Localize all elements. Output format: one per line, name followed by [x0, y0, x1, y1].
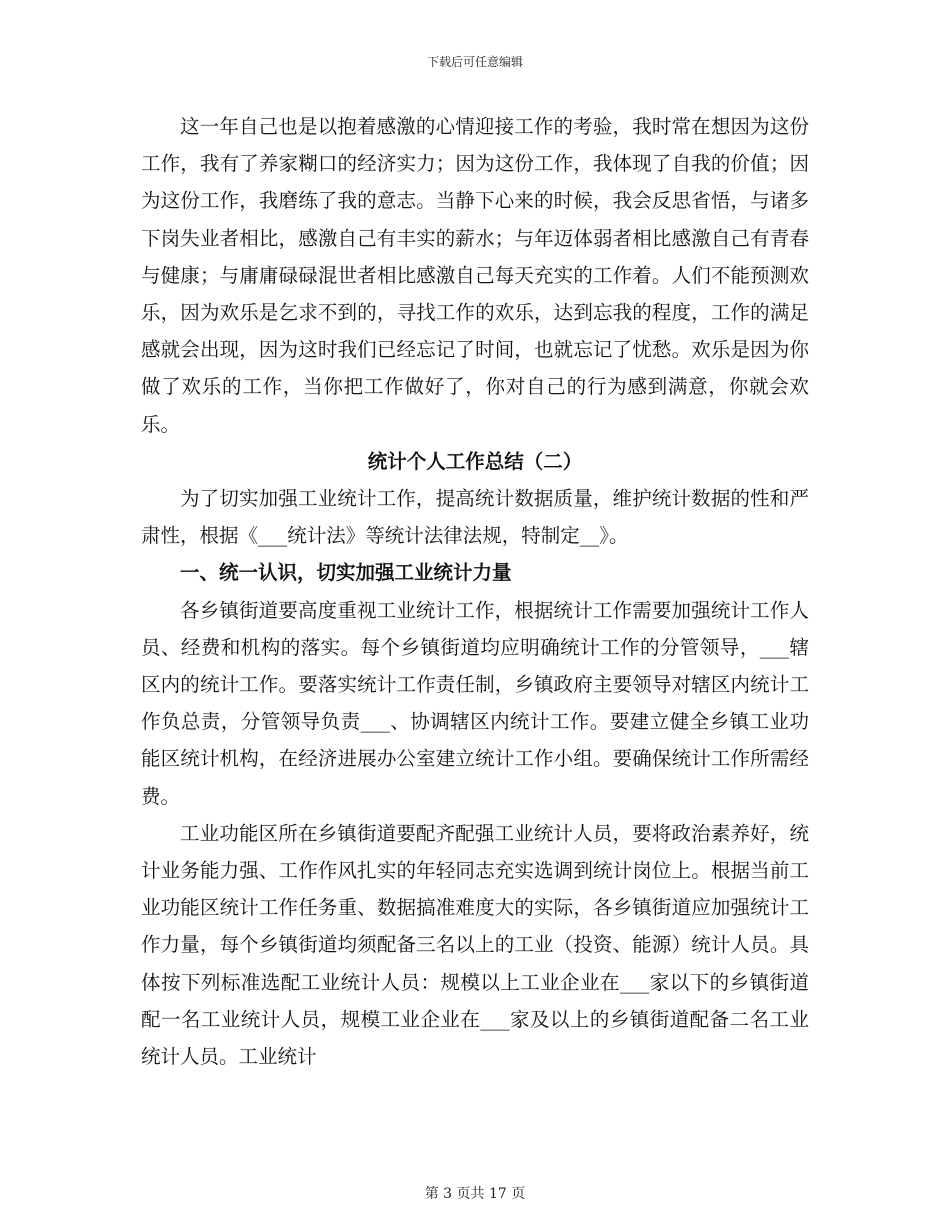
- section-heading: 一、统一认识，切实加强工业统计力量: [180, 561, 512, 585]
- document-title: 统计个人工作总结（二）: [367, 449, 583, 473]
- paragraph: 工业功能区所在乡镇街道要配齐配强工业统计人员，要将政治素养好，统计业务能力强、工作作风扎实的年轻同志充实选调到统计岗位上。根据当前工业功能区统计工作任务重、数据搞准难度大的实际，各乡镇街道应加强统计工作力量，每个乡镇街道均须配备三名以上的工业（投资、能源）统计人员。具体按下列标准选配工业统计人员：规模以上工业企业在___家以下的乡镇街道配一名工业统计人员，规模工业企业在___家及以上的乡镇街道配备二名工业统计人员。工业统计: [141, 821, 809, 1069]
- paragraph: 这一年自己也是以抱着感激的心情迎接工作的考验，我时常在想因为这份工作，我有了养家糊口的经济实力；因为这份工作，我体现了自我的价值；因为这份工作，我磨练了我的意志。当静下心来的时候，我会反思省悟，与诸多下岗失业者相比，感激自己有丰实的薪水；与年迈体弱者相比感激自己有青春与健康；与庸庸碌碌混世者相比感激自己每天充实的工作着。人们不能预测欢乐，因为欢乐是乞求不到的，寻找工作的欢乐，达到忘我的程度，工作的满足感就会出现，因为这时我们已经忘记了时间，也就忘记了忧愁。欢乐是因为你做了欢乐的工作，当你把工作做好了，你对自己的行为感到满意，你就会欢乐。: [141, 115, 809, 436]
- paragraph: 各乡镇街道要高度重视工业统计工作，根据统计工作需要加强统计工作人员、经费和机构的落实。每个乡镇街道均应明确统计工作的分管领导，___辖区内的统计工作。要落实统计工作责任制，乡镇政府主要领导对辖区内统计工作负总责，分管领导负责___、协调辖区内统计工作。要建立健全乡镇工业功能区统计机构，在经济进展办公室建立统计工作小组。要确保统计工作所需经费。: [141, 598, 809, 808]
- paragraph: 为了切实加强工业统计工作，提高统计数据质量，维护统计数据的性和严肃性，根据《___统计法》等统计法律法规，特制定__》。: [141, 487, 809, 548]
- document-body: [141, 108, 809, 1075]
- page-number: 第 3 页共 17 页: [424, 1186, 526, 1202]
- page-header: 下载后可任意编辑: [426, 55, 523, 69]
